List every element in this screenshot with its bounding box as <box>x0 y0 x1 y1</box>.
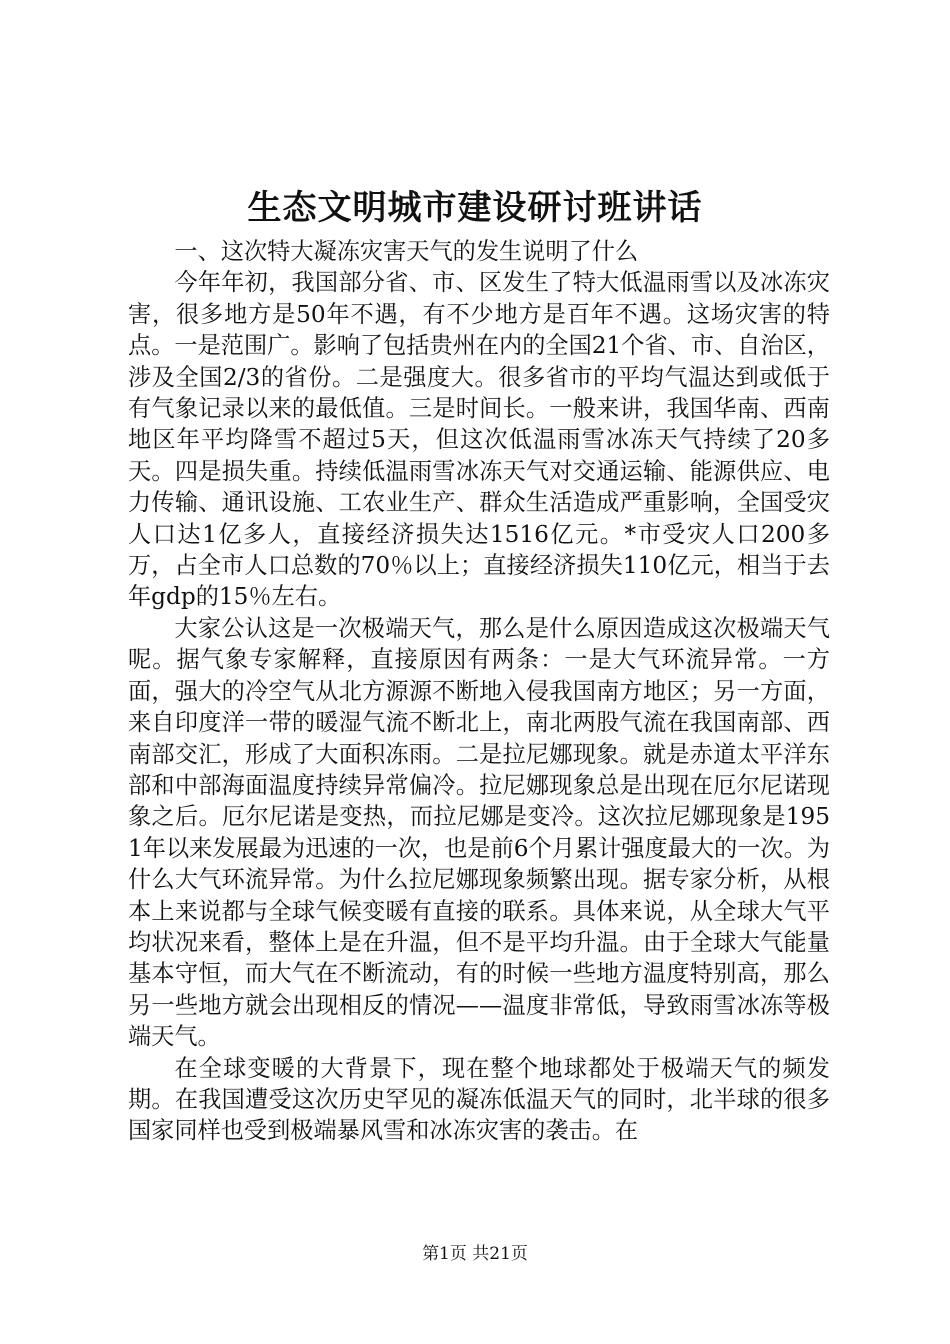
body-paragraph: 在全球变暖的大背景下，现在整个地球都处于极端天气的频发期。在我国遭受这次历史罕见的凝冻低温天气的同时，北半球的很多国家同样也受到极端暴风雪和冰冻灾害的袭击。在 <box>128 1054 830 1145</box>
section-heading: 一、这次特大凝冻灾害天气的发生说明了什么 <box>174 238 639 265</box>
body-paragraph: 今年年初，我国部分省、市、区发生了特大低温雨雪以及冰冻灾害，很多地方是50年不遇，有不少地方是百年不遇。这场灾害的特点。一是范围广。影响了包括贵州在内的全国21个省、市、自治区，涉及全国2/3的省份。二是强度大。很多省市的平均气温达到或低于有气象记录以来的最低值。三是时间长。一般来讲，我国华南、西南地区年平均降雪不超过5天，但这次低温雨雪冰冻天气持续了20多天。四是损失重。持续低温雨雪冰冻天气对交通运输、能源供应、电力传输、通讯设施、工农业生产、群众生活造成严重影响，全国受灾人口达1亿多人，直接经济损失达1516亿元。*市受灾人口200多万，占全市人口总数的70％以上；直接经济损失110亿元，相当于去年gdp的15％左右。 <box>128 269 830 611</box>
document-title: 生态文明城市建设研讨班讲话 <box>247 188 703 228</box>
page-footer: 第1页 共21页 <box>422 1244 528 1264</box>
document-body <box>128 236 830 1147</box>
body-paragraph: 大家公认这是一次极端天气，那么是什么原因造成这次极端天气呢。据气象专家解释，直接原因有两条：一是大气环流异常。一方面，强大的冷空气从北方源源不断地入侵我国南方地区；另一方面，来自印度洋一带的暖湿气流不断北上，南北两股气流在我国南部、西南部交汇，形成了大面积冻雨。二是拉尼娜现象。就是赤道太平洋东部和中部海面温度持续异常偏冷。拉尼娜现象总是出现在厄尔尼诺现象之后。厄尔尼诺是变热，而拉尼娜是变冷。这次拉尼娜现象是1951年以来发展最为迅速的一次，也是前6个月累计强度最大的一次。为什么大气环流异常。为什么拉尼娜现象频繁出现。据专家分析，从根本上来说都与全球气候变暖有直接的联系。具体来说，从全球大气平均状况来看，整体上是在升温，但不是平均升温。由于全球大气能量基本守恒，而大气在不断流动，有的时候一些地方温度特别高，那么另一些地方就会出现相反的情况——温度非常低，导致雨雪冰冻等极端天气。 <box>128 614 830 1051</box>
